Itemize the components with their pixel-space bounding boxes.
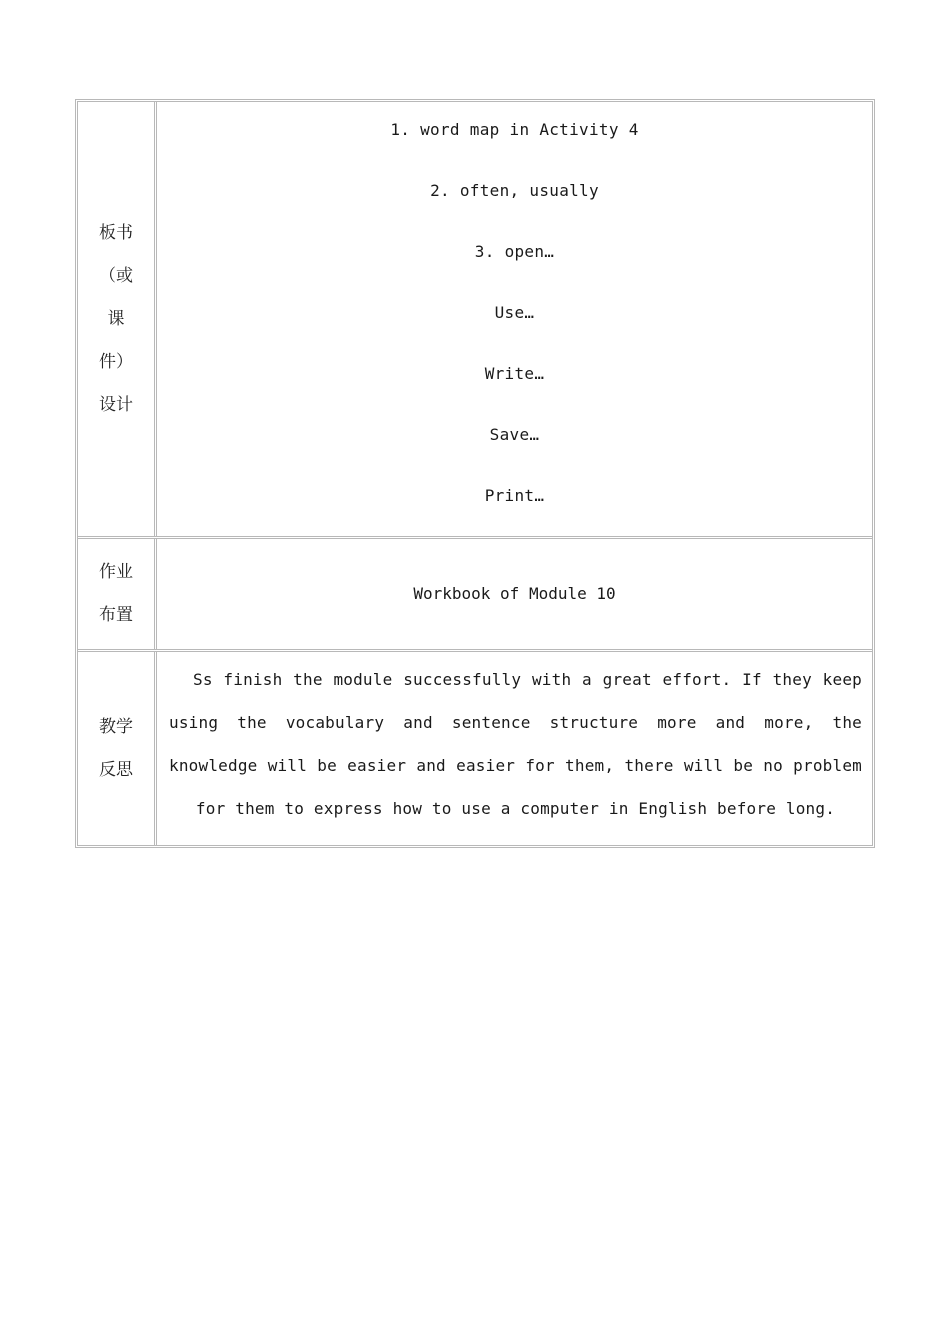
reflection-content <box>157 652 872 845</box>
label-line: 件） <box>99 351 133 372</box>
list-item: 1. word map in Activity 4 <box>390 120 639 139</box>
list-item: Save… <box>489 425 540 444</box>
table-row-reflection <box>78 649 872 845</box>
row-label-homework <box>78 539 157 649</box>
label-line: 作业 <box>99 562 133 582</box>
board-design-content <box>157 102 872 536</box>
label-line: 课 <box>107 308 125 329</box>
label-line: （或 <box>99 265 133 286</box>
list-item: Write… <box>484 364 545 383</box>
row-label-board-design <box>78 102 157 536</box>
label-line: 设计 <box>99 394 133 415</box>
label-line: 教学 <box>99 716 133 737</box>
homework-text: Workbook of Module 10 <box>413 583 616 603</box>
homework-content <box>157 539 872 649</box>
list-item: Use… <box>494 303 535 322</box>
board-design-list <box>157 102 872 537</box>
reflection-text: Ss finish the module successfully with a great effort. If they keep using the vocabulary and sentence structure more and more, the knowledge will be easier and easier for them, there will be no problem for them to express how to use a computer in English before long. <box>169 670 862 818</box>
table-row-board-design <box>78 102 872 536</box>
table-row-homework <box>78 536 872 649</box>
row-label-reflection <box>78 652 157 845</box>
list-item: 3. open… <box>474 242 555 261</box>
lesson-plan-table <box>75 99 875 848</box>
label-line: 板书 <box>99 222 133 243</box>
label-line: 布置 <box>99 605 133 625</box>
label-line: 反思 <box>99 759 133 780</box>
list-item: 2. often, usually <box>430 181 599 200</box>
list-item: Print… <box>484 486 545 505</box>
